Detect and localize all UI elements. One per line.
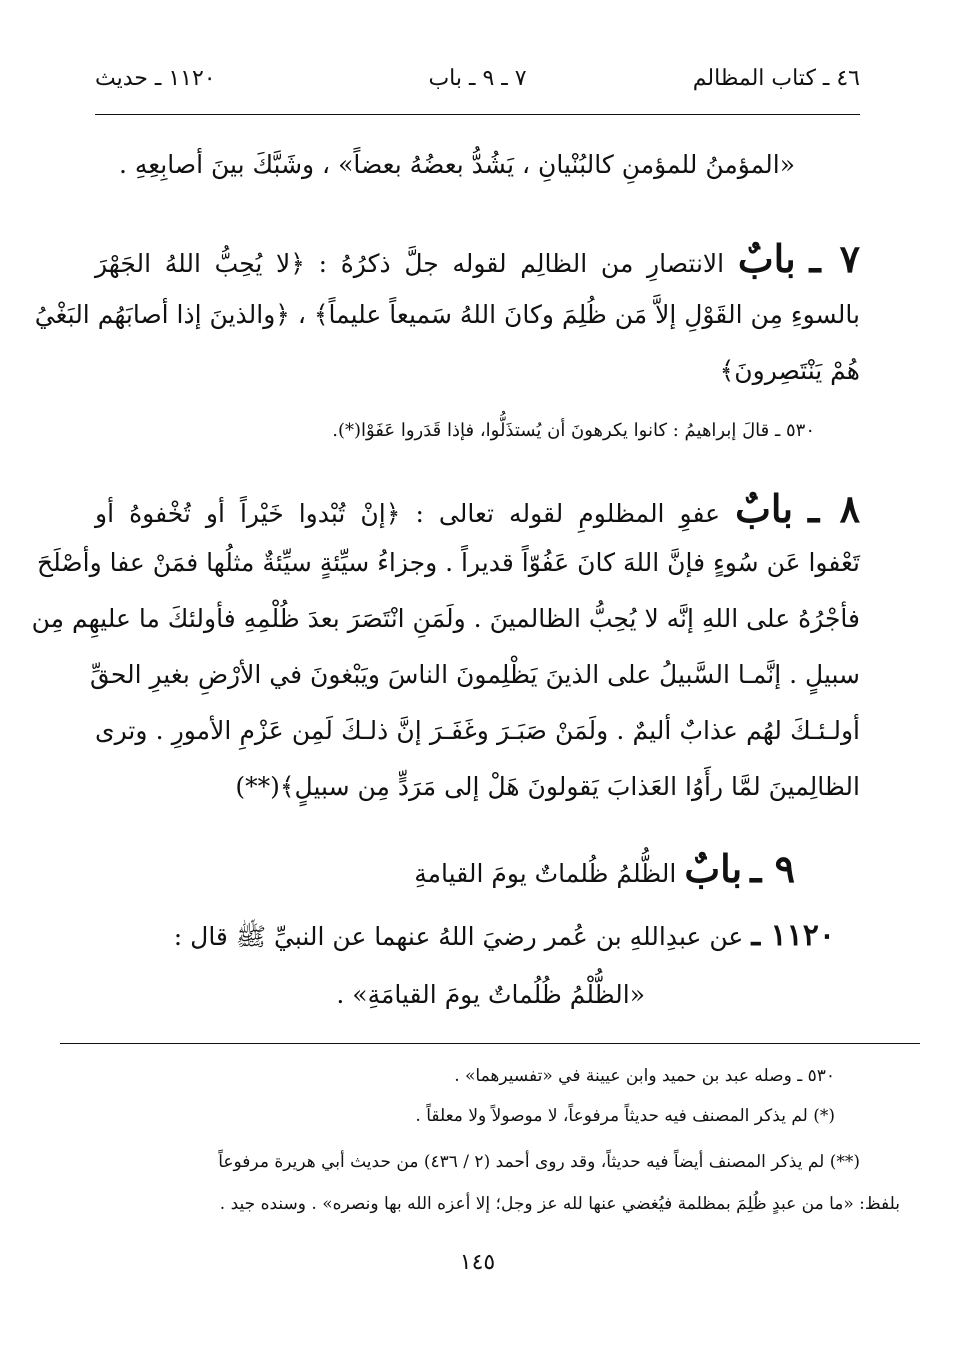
hadith-1120-number: ١١٢٠ ـ [751, 918, 835, 953]
bab9-number: ٩ ـ [750, 846, 795, 891]
bab8-line6: الظالِمينَ لمَّا رأَوُا العَذابَ يَقولونَ هَلْ إلى مَرَدٍّ مِن سبيلٍ﴾(**) [235, 772, 860, 801]
running-header [95, 66, 860, 100]
footnote-divider [60, 1043, 920, 1044]
header-chapter-range: ٧ ـ ٩ ـ باب [428, 66, 527, 91]
bab7-number: ٧ ـ [809, 236, 860, 281]
bab9-title: الظُّلمُ ظُلماتٌ يومَ القيامةِ [414, 859, 677, 888]
hadith-1120-line1 [95, 918, 835, 958]
footnote-1: ٥٣٠ ـ وصله عبد بن حميد وابن عيينة في «تفسيرهما» . [454, 1066, 835, 1086]
intro-line: «المؤمنُ للمؤمنِ كالبُنْيانِ ، يَشُدُّ بعضُهُ بعضاً» ، وشَبَّكَ بينَ أصابِعِهِ . [118, 150, 795, 179]
bab8-line3: فأجْرُهُ على اللهِ إنَّه لا يُحِبُّ الظالمينَ . ولَمَنِ انْتَصَرَ بعدَ ظُلْمِهِ فأولئكَ ما عليهِم مِن [31, 604, 860, 633]
bab7-title: الانتصارِ من الظالِم لقوله جلَّ ذكرُهُ : ﴿لا يُحِبُّ اللهُ الجَهْرَ [95, 249, 725, 278]
footnote-3: (**) لم يذكر المصنف أيضاً فيه حديثاً، وقد روى أحمد (٢ / ٤٣٦) من حديث أبي هريرة مرفوعاً [218, 1152, 860, 1172]
hadith-1120-isnad: عن عبدِاللهِ بن عُمر رضيَ اللهُ عنهما عن النبيِّ ﷺ قال : [173, 922, 744, 951]
bab8-number: ٨ ـ [808, 486, 860, 531]
bab8-line2: تَعْفوا عَن سُوءٍ فإنَّ اللهَ كانَ عَفُوّاً قديراً . وجزاءُ سيِّئةٍ سيِّئةٌ مثلُها فمَنْ عفا وأصْلَحَ [36, 548, 860, 577]
bab9-heading [95, 846, 795, 891]
bab7-line2: بالسوءِ مِن القَوْلِ إلاَّ مَن ظُلِمَ وكانَ اللهُ سَميعاً عليماً﴾ ، ﴿والذينَ إذا أصابَهُم البَغْيُ [34, 300, 860, 329]
bab8-line4: سبيلٍ . إنَّمـا السَّبيلُ على الذينَ يَظْلِمونَ الناسَ ويَبْغونَ في الأرْضِ بغيرِ الحقِّ [90, 660, 860, 689]
footnote-2: (*) لم يذكر المصنف فيه حديثاً مرفوعاً، لا موصولاً ولا معلقاً . [415, 1106, 835, 1126]
bab7-heading [95, 236, 860, 281]
header-hadith-number: ١١٢٠ ـ حديث [95, 66, 216, 91]
athar-530: ٥٣٠ ـ قالَ إبراهيمُ : كانوا يكرهونَ أن يُستذَلُّوا، فإذا قَدَروا عَفَوْا(*). [332, 420, 815, 441]
hadith-1120-text: «الظُّلْمُ ظُلُماتٌ يومَ القيامَةِ» . [336, 980, 645, 1009]
bab7-word: بابٌ [737, 236, 796, 281]
header-book-title: ٤٦ ـ كتاب المظالم [692, 66, 860, 91]
bab8-heading [95, 486, 860, 531]
bab8-line5: أولـئـكَ لهُم عذابٌ أليمٌ . ولَمَنْ صَبَـرَ وغَفَـرَ إنَّ ذلـكَ لَمِن عَزْمِ الأمورِ . وترى [95, 716, 860, 745]
footnote-4: بلفظ: «ما من عبدٍ ظُلِمَ بمظلمة فيُغضي عنها لله عز وجل؛ إلا أعزه الله بها ونصره» . وسنده جيد . [219, 1194, 900, 1214]
bab9-word: بابٌ [684, 846, 743, 891]
header-divider [95, 114, 860, 115]
bab7-line3: هُمْ يَنْتَصِرونَ﴾ [719, 356, 860, 385]
bab8-title: عفوِ المظلومِ لقوله تعالى : ﴿إنْ تُبْدوا خَيْراً أو تُخْفوهُ أو [95, 499, 721, 528]
page-number: ١٤٥ [459, 1250, 496, 1275]
bab8-word: بابٌ [735, 486, 794, 531]
